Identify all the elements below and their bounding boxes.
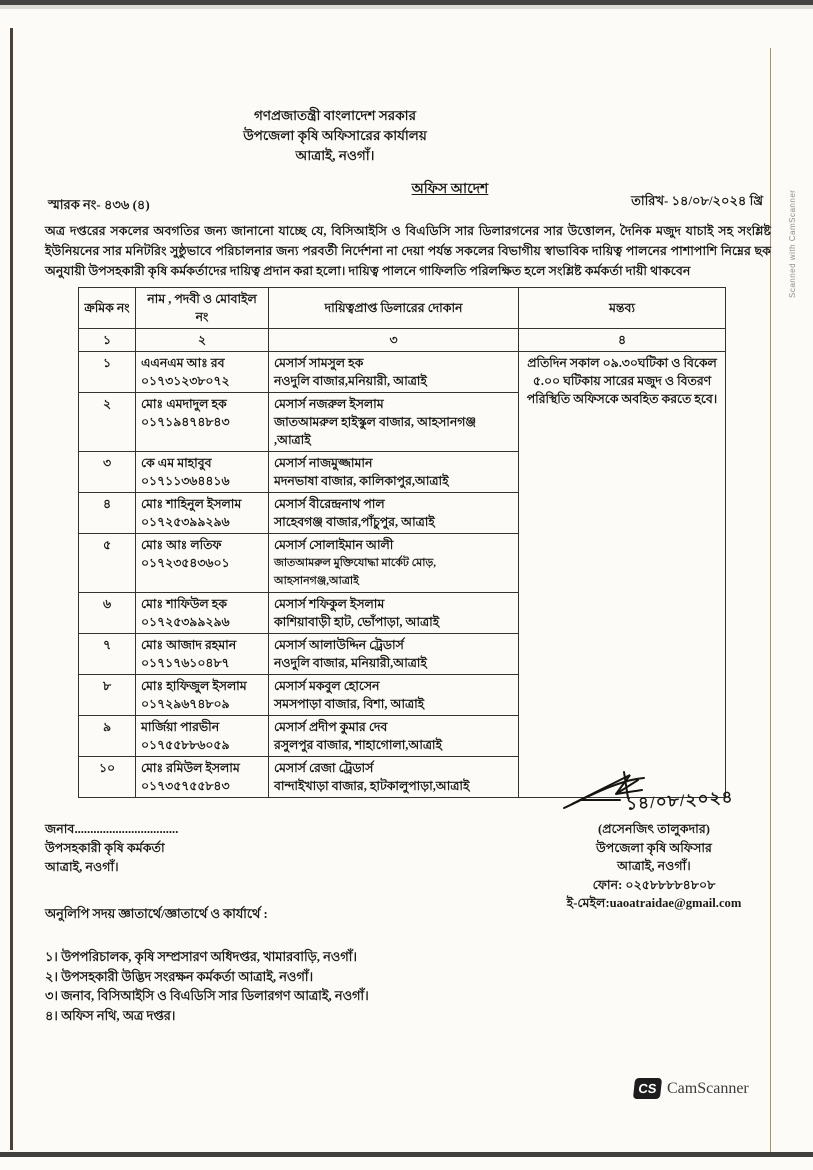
office-location: আত্রাই, নওগাঁ।	[295, 148, 375, 163]
header-serial: ক্রমিক নং	[79, 288, 136, 329]
distribution-title: অনুলিপি সদয় জ্ঞাতার্থে/জ্ঞাতার্থে ও কার্যার্থে :	[45, 907, 268, 921]
dealer-name: মেসার্স রেজা ট্রেডার্স	[274, 761, 374, 775]
dealer-address: নওদুলি বাজার, মনিয়ারী,আত্রাই	[274, 656, 427, 670]
signatory-name: (প্রসেনজিৎ তালুকদার)	[598, 822, 710, 836]
government-name: গণপ্রজাতন্ত্রী বাংলাদেশ সরকার	[253, 108, 417, 123]
header-remarks: মন্তব্য	[519, 288, 726, 329]
dealer-name: মেসার্স নজরুল ইসলাম	[274, 397, 384, 411]
officer-mobile: ০১৭১৭৬১০৪৮৭	[141, 656, 230, 670]
scan-edge-top-shadow	[0, 5, 813, 9]
row-serial: ৫	[79, 534, 136, 593]
col-number-4: ৪	[519, 329, 726, 352]
officer-name: মোঃ শাফিউল হক	[141, 597, 227, 611]
row-officer	[136, 675, 269, 716]
signatory-email: ই-মেইল:uaoatraidae@gmail.com	[566, 896, 742, 910]
row-officer	[136, 593, 269, 634]
officer-name: মোঃ এমদাদুল হক	[141, 397, 227, 411]
row-officer	[136, 757, 269, 798]
dealer-address: কাশিয়াবাড়ী হাট, ভোঁপাড়া, আত্রাই	[274, 615, 440, 629]
row-officer	[136, 634, 269, 675]
distribution-item: ৪। অফিস নথি, অত্র দপ্তর।	[45, 1008, 176, 1023]
office-name: উপজেলা কৃষি অফিসারের কার্যালয়	[243, 128, 427, 143]
addressee-designation: উপসহকারী কৃষি কর্মকর্তা	[45, 841, 165, 855]
order-date: তারিখ- ১৪/০৮/২০২৪ খ্রি	[631, 193, 763, 208]
officer-name: মোঃ আজাদ রহমান	[141, 638, 237, 652]
officer-name: মোঃ রমিউল ইসলাম	[141, 761, 240, 775]
row-dealer	[269, 634, 519, 675]
row-serial: ২	[79, 393, 136, 452]
dealer-address: বান্দাইখাড়া বাজার, হাটকালুপাড়া,আত্রাই	[274, 779, 470, 793]
addressee-block	[45, 820, 178, 877]
officer-mobile: ০১৭২৯৬৭৪৮০৯	[141, 697, 230, 711]
dealer-name: মেসার্স সামসুল হক	[274, 356, 364, 370]
row-dealer	[269, 593, 519, 634]
row-dealer	[269, 452, 519, 493]
row-serial: ৮	[79, 675, 136, 716]
dealer-name: মেসার্স বীরেন্দ্রনাথ পাল	[274, 497, 385, 511]
dealer-address: সাহেবগঞ্জ বাজার,পাঁচুপুর, আত্রাই	[274, 515, 435, 529]
officer-mobile: ০১৭২৫৩৯৯২৯৬	[141, 615, 230, 629]
remarks-cell: প্রতিদিন সকাল ০৯.৩০ঘটিকা ও বিকেল ৫.০০ ঘটিকায় সারের মজুদ ও বিতরণ পরিস্থিতি অফিসকে অবহিত করতে হবে।	[519, 352, 726, 798]
distribution-item: ১। উপপরিচালক, কৃষি সম্প্রসারণ অধিদপ্তর, খামারবাড়ি, নওগাঁ।	[45, 950, 357, 964]
officer-name: মোঃ আঃ লতিফ	[141, 538, 222, 552]
officer-mobile: ০১৭৫৫৮৮৬০৫৯	[141, 738, 230, 752]
officer-name: কে এম মাহাবুব	[141, 456, 212, 470]
row-serial: ৩	[79, 452, 136, 493]
row-serial: ১	[79, 352, 136, 393]
dealer-name: মেসার্স মকবুল হোসেন	[274, 679, 380, 693]
row-dealer	[269, 534, 519, 593]
order-title: অফিস আদেশ	[411, 182, 489, 197]
row-dealer	[269, 716, 519, 757]
row-dealer	[269, 675, 519, 716]
memo-number: স্মারক নং- ৪৩৬ (৪)	[48, 197, 150, 212]
row-officer	[136, 452, 269, 493]
dealer-address: সমসপাড়া বাজার, বিশা, আত্রাই	[274, 697, 425, 711]
dealer-address: রসুলপুর বাজার, শাহাগোলা,আত্রাই	[274, 738, 442, 752]
distribution-item: ২। উপসহকারী উদ্ভিদ সংরক্ষন কর্মকর্তা আত্রাই, নওগাঁ।	[45, 969, 314, 984]
signatory-phone: ফোন: ০২৫৮৮৮৮৪৮০৮	[592, 877, 716, 892]
order-body-text: অত্র দপ্তরের সকলের অবগতির জন্য জানানো যাচ্ছে যে, বিসিআইসি ও বিএডিসি সার ডিলারগনের সার উত্তোলন, দৈনিক মজুদ যাচাই সহ সংশ্লিষ্ট ইউনিয়নের সার মনিটরিং সুষ্ঠুভাবে পরিচালনার জন্য পরবর্তী নির্দেশনা না দেয়া পর্যন্ত সকলের বিভাগীয় স্বাভাবিক দায়িত্ব পালনের পাশাপাশি নিম্নের ছক অনুযায়ী উপসহকারী কৃষি কর্মকর্তাদের দায়িত্ব প্রদান করা হলো। দায়িত্ব পালনে গাফিলতি পরিলক্ষিত হলে সংশ্লিষ্ট কর্মকর্তা দায়ী থাকবেন	[45, 224, 771, 278]
row-serial: ১০	[79, 757, 136, 798]
row-officer	[136, 393, 269, 452]
letterhead	[0, 106, 670, 166]
table-header-row	[79, 288, 726, 329]
row-dealer	[269, 493, 519, 534]
row-serial: ৯	[79, 716, 136, 757]
header-dealer: দায়িত্বপ্রাপ্ত ডিলারের দোকান	[269, 288, 519, 329]
col-number-1: ১	[79, 329, 136, 352]
addressee-location: আত্রাই, নওগাঁ।	[45, 860, 119, 874]
row-serial: ৪	[79, 493, 136, 534]
scan-page-crease	[770, 48, 771, 1152]
row-dealer	[269, 757, 519, 798]
officer-mobile: ০১৭৩৫৭৫৫৮৪৩	[141, 779, 230, 793]
row-dealer	[269, 393, 519, 452]
scan-edge-left	[10, 28, 13, 1150]
officer-name: মোঃ শাহিনুল ইসলাম	[141, 497, 242, 511]
row-serial: ৬	[79, 593, 136, 634]
col-number-2: ২	[136, 329, 269, 352]
dealer-name: মেসার্স নাজমুজ্জামান	[274, 456, 373, 470]
table-column-number-row	[79, 329, 726, 352]
dealer-address: মদনভাষা বাজার, কালিকাপুর,আত্রাই	[274, 474, 449, 488]
signatory-details	[520, 820, 788, 913]
signatory-designation: উপজেলা কৃষি অফিসার	[596, 840, 712, 855]
row-officer	[136, 534, 269, 593]
officer-mobile: ০১৭১১৩৬৪৪১৬	[141, 474, 230, 488]
scanned-with-camscanner-watermark: Scanned with CamScanner	[788, 189, 797, 298]
row-officer	[136, 352, 269, 393]
officer-name: মার্জিয়া পারভীন	[141, 720, 220, 734]
distribution-item: ৩। জনাব, বিসিআইসি ও বিএডিসি সার ডিলারগণ আত্রাই, নওগাঁ।	[45, 989, 369, 1003]
dealer-name: মেসার্স আলাউদ্দিন ট্রেডার্স	[274, 638, 404, 652]
header-name: নাম , পদবী ও মোবাইল নং	[136, 288, 269, 329]
addressee-to: জনাব.................................	[45, 822, 179, 836]
officer-mobile: ০১৭২৩৫৪৩৬০১	[141, 556, 230, 570]
row-dealer	[269, 352, 519, 393]
scan-edge-bottom	[0, 1152, 813, 1157]
dealer-address: নওদুলি বাজার,মনিয়ারী, আত্রাই	[274, 374, 427, 388]
officer-mobile: ০১৭৩১২৩৮০৭২	[141, 374, 230, 388]
duty-assignment-table	[78, 287, 726, 798]
dealer-name: মেসার্স শফিকুল ইসলাম	[274, 597, 385, 611]
dealer-address: জাতআমরুল হাইস্কুল বাজার, আহসানগঞ্জ ,আত্রাই	[274, 415, 476, 447]
distribution-list	[45, 905, 369, 1026]
camscanner-logo	[634, 1078, 749, 1099]
officer-mobile: ০১৭১৯৪৭৪৮৪৩	[141, 415, 230, 429]
row-serial: ৭	[79, 634, 136, 675]
officer-name: এএনএম আঃ রব	[141, 356, 225, 370]
table-row	[79, 352, 726, 393]
row-officer	[136, 716, 269, 757]
officer-name: মোঃ হাফিজুল ইসলাম	[141, 679, 247, 693]
officer-mobile: ০১৭২৫৩৯৯২৯৬	[141, 515, 230, 529]
camscanner-cs-icon: CS	[633, 1078, 662, 1099]
row-officer	[136, 493, 269, 534]
handwritten-date: ১৪/০৮/২০২৪	[625, 787, 735, 814]
camscanner-logo-text: CamScanner	[667, 1079, 749, 1097]
signatory-location: আত্রাই, নওগাঁ।	[617, 859, 691, 873]
dealer-address: জাতআমরুল মুক্তিযোদ্ধা মার্কেট মোড়, আহসানগঞ্জ,আত্রাই	[274, 557, 437, 587]
dealer-name: মেসার্স প্রদীপ কুমার দেব	[274, 720, 388, 734]
col-number-3: ৩	[269, 329, 519, 352]
dealer-name: মেসার্স সোলাইমান আলী	[274, 538, 394, 552]
